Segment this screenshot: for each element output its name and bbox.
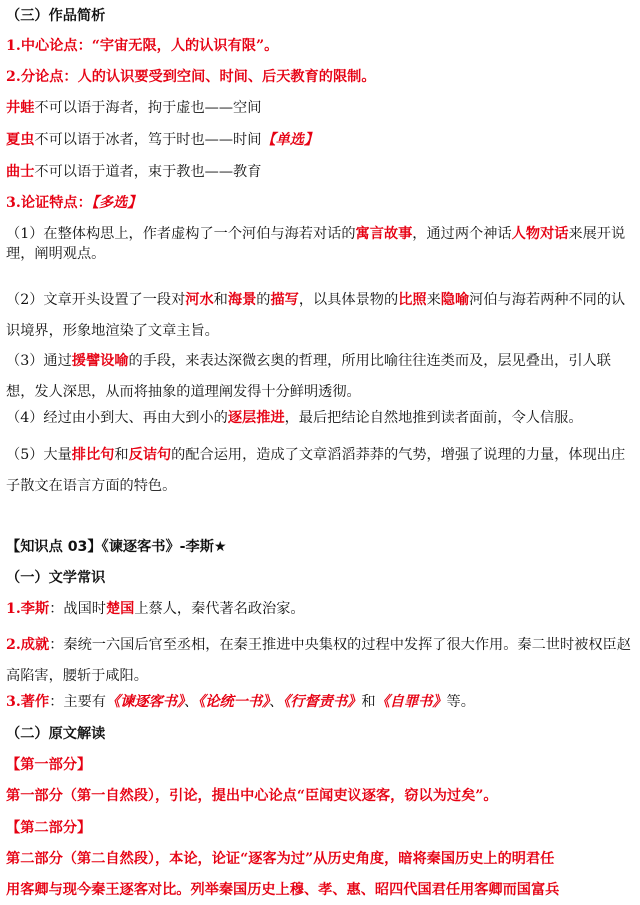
item-text: 分论点：人的认识要受到空间、时间、后天教育的限制。 — [20, 69, 376, 85]
text-run: 来展开说理，阐明观点。 — [6, 226, 626, 262]
part-summary-line: 用客卿与现今秦王逐客对比。列举秦国历史上穆、孝、惠、昭四代国君任用客卿而国富兵 — [6, 882, 560, 898]
item-label: 1.李斯 — [6, 601, 50, 617]
part-label: 【第二部分】 — [6, 820, 92, 836]
keyword: 反诘句 — [128, 447, 172, 463]
text-run: ，最后把结论自然地推到读者面前，令人信服。 — [284, 410, 583, 426]
quote-text: 不可以语于海者，拘于虚也——空间 — [34, 100, 262, 116]
author-info-line — [6, 599, 636, 619]
item-number: 2. — [6, 69, 21, 85]
central-thesis — [6, 36, 636, 56]
part-summary-line: 第二部分（第二自然段），本论，论证“逐客为过”从历史角度，暗将秦国历史上的明君任 — [6, 851, 555, 867]
item-text: 论证特点： — [20, 195, 92, 211]
quote-key: 夏虫 — [6, 132, 35, 148]
keyword: 援譬设喻 — [71, 353, 129, 369]
text-run: ：战国时 — [49, 601, 106, 617]
item-label: 3.著作 — [6, 694, 50, 710]
quote-line-education — [6, 162, 636, 182]
feature-paragraph-3 — [6, 346, 636, 408]
text-run: （4）经过由小到大、再由大到小的 — [6, 410, 228, 426]
text-run: ，通过两个神话 — [412, 226, 512, 242]
keyword: 寓言故事 — [355, 226, 413, 242]
text-run: （5）大量 — [6, 447, 72, 463]
sub-thesis — [6, 67, 636, 87]
text-run: ：主要有 — [49, 694, 106, 710]
keyword: 河水 — [185, 292, 214, 308]
text-run: 上蔡人，秦代著名政治家。 — [134, 601, 305, 617]
text-run: 的 — [256, 292, 271, 308]
feature-paragraph-4 — [6, 408, 636, 428]
quote-text: 不可以语于冰者，笃于时也——时间 — [34, 132, 262, 148]
book-title: 《论统一书》 — [198, 694, 270, 710]
text-run: 河伯与海若两种不同的认识境界，形象地渲染了文章主旨。 — [6, 292, 626, 339]
item-label: 2.成就 — [6, 637, 50, 653]
keyword: 描写 — [270, 292, 299, 308]
argument-features-heading — [6, 193, 636, 213]
quote-key: 井蛙 — [6, 100, 35, 116]
text-run: 、 — [183, 694, 199, 710]
subsection-heading: （一）文学常识 — [6, 570, 106, 586]
works-line — [6, 692, 636, 712]
feature-paragraph-2 — [6, 285, 636, 347]
part-summary: 第一部分（第一自然段），引论，提出中心论点“臣闻吏议逐客，窃以为过矣”。 — [6, 788, 498, 804]
knowledge-point-heading: 【知识点 03】《谏逐客书》-李斯★ — [6, 539, 227, 555]
section-heading: （三）作品简析 — [6, 8, 106, 24]
item-text: 中心论点：“宇宙无限，人的认识有限”。 — [20, 38, 279, 54]
text-run: 的配合运用，造成了文章滔滔莽莽的气势，增强了说理的力量，体现出庄子散文在语言方面的特色。 — [6, 447, 626, 494]
keyword: 人物对话 — [511, 226, 569, 242]
quote-line-time — [6, 130, 636, 150]
text-run: （3）通过 — [6, 353, 72, 369]
feature-paragraph-1 — [6, 224, 636, 264]
keyword: 排比句 — [71, 447, 115, 463]
subsection-heading: （二）原文解读 — [6, 726, 106, 742]
text-run: 等。 — [446, 694, 475, 710]
text-run: 、 — [269, 694, 284, 710]
quote-line-space — [6, 98, 636, 118]
text-run: 和 — [361, 694, 376, 710]
quote-key: 曲士 — [6, 164, 35, 180]
book-title: 《行督责书》 — [283, 694, 362, 710]
keyword: 楚国 — [105, 601, 135, 617]
text-run: 和 — [213, 292, 228, 308]
text-run: 的手段，来表达深微玄奥的哲理，所用比喻往往连类而及，层见叠出，引人联想，发人深思，从而将抽象的道理阐发得十分鲜明透彻。 — [6, 353, 611, 400]
book-title: 《谏逐客书》 — [105, 694, 184, 710]
keyword: 隐喻 — [440, 292, 470, 308]
achievement-paragraph — [6, 630, 636, 692]
keyword: 逐层推进 — [227, 410, 285, 426]
item-number: 1. — [6, 38, 21, 54]
text-run: ：秦统一六国后官至丞相，在秦王推进中央集权的过程中发挥了很大作用。秦二世时被权臣赵高陷害，腰斩于咸阳。 — [6, 637, 631, 684]
single-choice-tag: 【单选】 — [261, 132, 319, 148]
text-run: ，以具体景物的 — [298, 292, 399, 308]
text-run: （2）文章开头设置了一段对 — [6, 292, 186, 308]
keyword: 海景 — [227, 292, 257, 308]
item-number: 3. — [6, 195, 21, 211]
keyword: 比照 — [398, 292, 427, 308]
text-run: 和 — [114, 447, 129, 463]
feature-paragraph-5 — [6, 440, 636, 502]
book-title: 《自罪书》 — [375, 694, 447, 710]
text-run: （1）在整体构思上，作者虚构了一个河伯与海若对话的 — [6, 226, 356, 242]
text-run: 来 — [426, 292, 441, 308]
quote-text: 不可以语于道者，束于教也——教育 — [34, 164, 262, 180]
multi-choice-tag: 【多选】 — [91, 195, 142, 211]
part-label: 【第一部分】 — [6, 757, 92, 773]
